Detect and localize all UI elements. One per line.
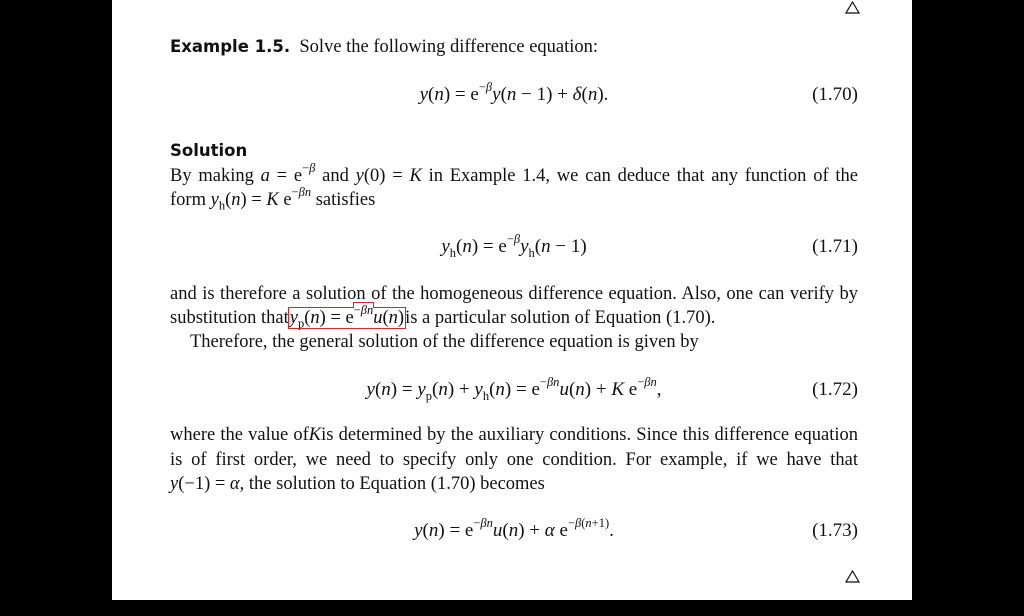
equation-number: (1.70) — [812, 84, 858, 105]
equation-number: (1.73) — [812, 520, 858, 541]
triangle-end-mark-icon — [845, 570, 860, 583]
paragraph-line: where the value ofKis determined by the auxiliary conditions. Since this difference equation — [170, 425, 858, 445]
equation-number: (1.72) — [812, 379, 858, 400]
triangle-end-mark-icon — [845, 1, 860, 14]
solution-heading: Solution — [170, 141, 248, 160]
equation-1-73 — [170, 517, 858, 545]
document-page — [112, 0, 912, 600]
equation-1-72 — [170, 376, 858, 404]
equation-1-70-body: $y(n) = e^{-\beta}y(n - 1) + \delta(n)$. — [419, 79, 609, 105]
solution-paragraph-line: form $y_h(n) = K$ $e^{-\beta n}$ satisfies — [170, 184, 376, 213]
example-prompt: Solve the following difference equation: — [299, 37, 599, 57]
equation-1-70 — [170, 81, 858, 109]
example-label: Example 1.5. — [170, 37, 291, 56]
example-statement — [170, 35, 858, 60]
paragraph-line: and is therefore a solution of the homogeneous difference equation. Also, one can verify by — [170, 284, 858, 304]
paragraph-line: is of first order, we need to specify only one condition. For example, if we have that — [170, 450, 858, 470]
paragraph-line: substitution thaty$_p$(n) = $e^{-\beta n}u(n)is$ a particular solution of Equation (1.70). — [170, 302, 716, 331]
equation-1-72-body: $y(n) = y_p(n) + y_h(n) = e^{-\beta n}u(n) + K$ $e^{-\beta n}$, — [366, 374, 662, 403]
equation-1-73-body: $y(n) = e^{-\beta n}u(n) + \alpha$ $e^{-\beta(n+1)}$. — [414, 515, 614, 541]
equation-number: (1.71) — [812, 236, 858, 257]
equation-1-71-body: $y_h(n) = e^{-\beta}y_h(n - 1)$ — [441, 231, 587, 260]
equation-1-71 — [170, 233, 858, 261]
solution-paragraph-line: By making $a = e^{-\beta}$ and y(0) = K in Example 1.4, we can deduce that any function of the — [170, 160, 858, 186]
paragraph-line: y(−1) = α, the solution to Equation (1.70) becomes — [170, 474, 545, 494]
paragraph-line: Therefore, the general solution of the difference equation is given by — [190, 332, 699, 352]
highlighted-formula: $y_p(n) = e^{-\beta n}u(n)$ — [289, 302, 405, 331]
